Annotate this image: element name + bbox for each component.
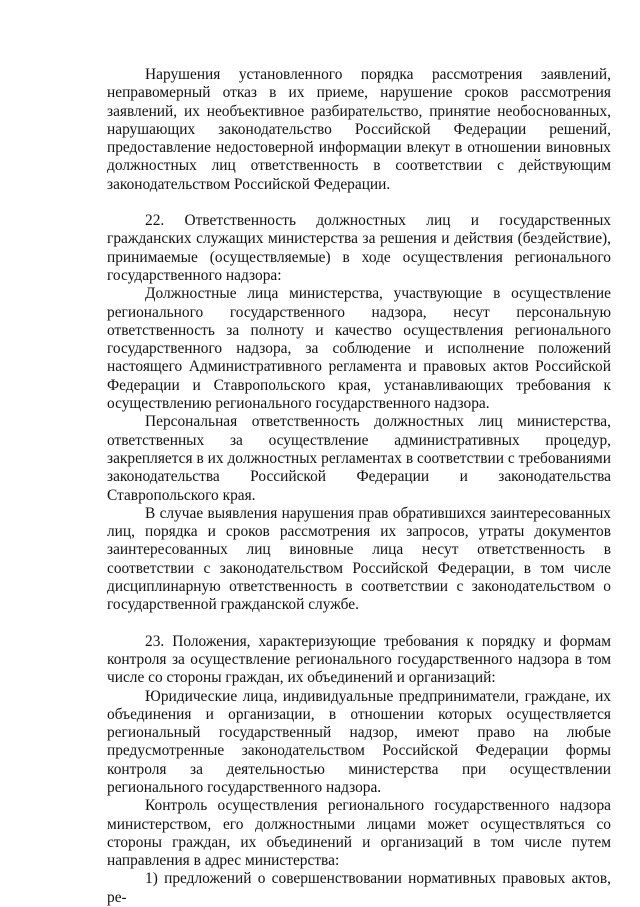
document-body [107, 66, 611, 907]
section-23-heading: 23. Положения, характеризующие требования к порядку и формам контроля за осуществление регионального государственного надзора в том числе со стороны граждан, их объединений и организаций: [107, 632, 611, 687]
section-22-heading: 22. Ответственность должностных лиц и государственных гражданских служащих министерства за решения и действия (бездействие), принимаемые (осуществляемые) в ходе осуществления регионального государственного надзора: [107, 212, 611, 284]
paragraph-rights-violation: В случае выявления нарушения прав обратившихся заинтересованных лиц, порядка и сроков рассмотрения их запросов, утраты документов заинтересованных лиц виновные лица несут ответственность в соответствии с законодательством Российской Федерации, в том числе дисциплинарную ответственность в соответствии с законодательством о государственной гражданской службе. [107, 504, 611, 614]
paragraph-officials-responsibility: Должностные лица министерства, участвующие в осуществление регионального государственного надзора, несут персональную ответственность за полноту и качество осуществления регионального государственного надзора, за соблюдение и исполнение положений настоящего Административного регламента и правовых актов Российской Федерации и Ставропольского края, устанавливающих требования к осуществлению регионального государственного надзора. [107, 285, 611, 413]
paragraph-control-methods: Контроль осуществления регионального государственного надзора министерством, его должностными лицами может осуществляться со стороны граждан, их объединений и организаций в том числе путем направления в адрес министерства: [107, 797, 611, 870]
paragraph-control-rights: Юридические лица, индивидуальные предприниматели, граждане, их объединения и организации, в отношении которых осуществляется региональный государственный надзор, имеют право на любые предусмотренные законодательством Российской Федерации формы контроля за деятельностью министерства при осуществлении регионального государственного надзора. [107, 687, 611, 796]
section-gap [107, 615, 611, 633]
list-item-1: 1) предложений о совершенствовании нормативных правовых актов, ре- [107, 870, 611, 906]
section-gap [107, 194, 611, 212]
paragraph-violations-liability: Нарушения установленного порядка рассмотрения заявлений, неправомерный отказ в их приеме, нарушение сроков рассмотрения заявлений, их необъективное разбирательство, принятие необоснованных, нарушающих законодательство Российской Федерации решений, предоставление недостоверной информации влекут в отношении виновных должностных лиц ответственность в соответствии с действующим законодательством Российской Федерации. [107, 66, 611, 193]
paragraph-personal-responsibility: Персональная ответственность должностных лиц министерства, ответственных за осуществление административных процедур, закрепляется в их должностных регламентах в соответствии с требованиями законодательства Российской Федерации и законодательства Ставропольского края. [107, 413, 611, 504]
